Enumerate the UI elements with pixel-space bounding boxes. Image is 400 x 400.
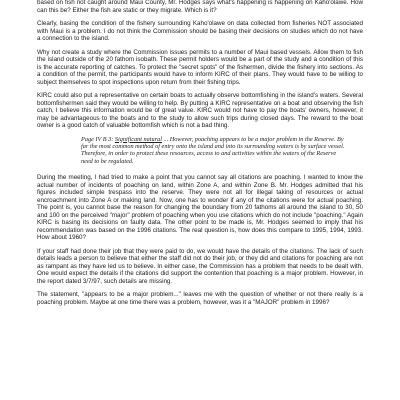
paragraph: During the meeting, I had tried to make a point that you cannot say all citations are poaching. I wanted to know the actual number of incidents of poaching on land, within Zone A, and within Zone B. Mr. Hodges admitted that his figures included simple trespass into the reserve. They were not all for illegal taking of resources or actual encroachment into Zone A or making land. Now, one has to wonder if any of the citations were for actual poaching. The point is, you cannot base the reason for changing the boundary from 20 fathoms all around the island to 30, 50 and 100 on the perceived "major" problem of poaching when you use citations which do not include "poaching." Again KIRC is basing its decisions on faulty data. The other point to be made is, Mr. Hodges seemed to imply that his recommendation was based on the 1996 citations. The real question is, how does this compare to 1995, 1994, 1993. How about 1960?	[37, 174, 363, 242]
block-quote	[81, 136, 345, 166]
paragraph: Why not create a study where the Commission issues permits to a number of Maui based vessels. Allow them to fish the island outside of the 20 fathom isobath. These permit holders would be a part of the study and a condition of this is the accurate reporting of catches. To protect the "secret spots" of the fishermen, divide the fishery into sections. As a condition of the permit, the participants would have to inform KIRC of their plans. They would have to be willing to subject themselves to spot inspections upon return from their fishing trips.	[37, 48, 363, 86]
paragraph: If your staff had done their job that they were paid to do, we would have the details of the citations. The lack of such details leads a person to believe that either the staff did not do their job, or they did and citations for poaching are not as rampant as they have led us to believe. In either case, the Commission has a problem that needs to be dealt with. One would expect the details if the citations did support the contention that poaching is a major problem. However, in the report dated 3/7/97, such details are missing.	[37, 247, 363, 285]
quote-heading: Significant natural	[114, 135, 162, 143]
quote-body: ... However, poaching appears to be a major problem in the Reserve. By far the most common method of entry onto the island and into its surrounding waters is by surface vessel. Therefore, in order to protect these resources, access to and activities within the waters of the Reserve need to be regulated.	[81, 135, 345, 165]
paragraph: KIRC could also put a representative on certain boats to actually observe bottomfishing in the island's waters. Several bottomfishermen said they would be willing to help. By putting a KIRC representative on a boat and observing the fish catch, I believe this information would be of great value. KIRC would not have to pay the boats' owners, however, it may be advantageous to the boats and to the study to allow such trips during closed days. The reward to the boat owner is a good catch of valuable bottomfish which is not a bad thing.	[37, 92, 363, 129]
paragraph: Clearly, basing the condition of the fishery surrounding Kaho'olawe on data collected from fisheries NOT associated with Maui is a problem. I do not think the Commission should be basing their decisions on studies which do not have a connection to the island.	[37, 20, 363, 42]
quote-page-ref: Page IV B 3:	[81, 135, 114, 143]
paragraph: based on fish not caught around Maui County, Mr. Hodges says what's happening is happening on Kaho'olawe. How can this be? Either the fish are static or they migrate. Which is it?	[37, 0, 363, 14]
paragraph: The statement, "appears to be a major problem..." leaves me with the question of whether or not there really is a poaching problem. Maybe at one time there was a problem, however, was it a "MAJOR" problem in 1996?	[37, 291, 363, 306]
